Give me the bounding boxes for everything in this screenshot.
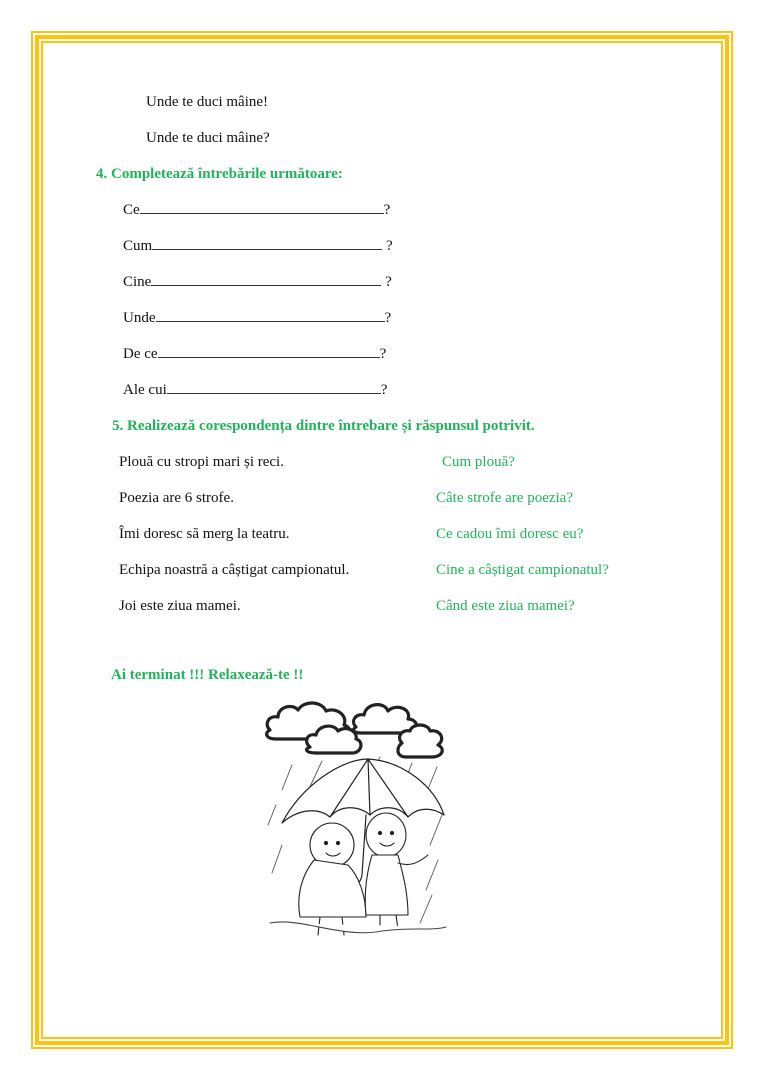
fill-word: De ce — [123, 346, 158, 362]
fill-line-unde: Unde ? — [123, 310, 392, 326]
question-item[interactable]: Când este ziua mamei? — [436, 598, 575, 614]
question-item[interactable]: Cine a câștigat campionatul? — [436, 562, 609, 578]
fill-line-cum: Cum ? — [123, 238, 393, 254]
girls-figure — [270, 813, 446, 935]
blank-line[interactable] — [152, 237, 382, 250]
example-exclamation: Unde te duci mâine! — [146, 94, 269, 110]
question-item[interactable]: Câte strofe are poezia? — [436, 490, 573, 506]
answer-item[interactable]: Plouă cu stropi mari și reci. — [119, 454, 284, 470]
example-question: Unde te duci mâine? — [146, 130, 270, 146]
question-item[interactable]: Ce cadou îmi doresc eu? — [436, 526, 584, 542]
answer-item[interactable]: Poezia are 6 strofe. — [119, 490, 234, 506]
blank-line[interactable] — [158, 345, 380, 358]
answer-item[interactable]: Joi este ziua mamei. — [119, 598, 241, 614]
fill-word: Ale cui — [123, 382, 167, 398]
question-item[interactable]: Cum plouă? — [442, 454, 515, 470]
exercise-4-title: 4. Completează întrebările următoare: — [96, 166, 343, 182]
cloud-icon — [267, 703, 443, 757]
closing-message: Ai terminat !!! Relaxează-te !! — [111, 667, 304, 683]
blank-line[interactable] — [151, 273, 381, 286]
rain-umbrella-illustration — [262, 695, 452, 945]
fill-word: Cum — [123, 238, 153, 254]
blank-line[interactable] — [167, 381, 381, 394]
blank-line[interactable] — [140, 201, 384, 214]
fill-line-cine: Cine ? — [123, 274, 392, 290]
fill-line-de-ce: De ce ? — [123, 346, 387, 362]
exercise-5-title: 5. Realizează corespondența dintre întrebare și răspunsul potrivit. — [112, 418, 535, 434]
fill-line-ale-cui: Ale cui ? — [123, 382, 388, 398]
fill-word: Ce — [123, 202, 140, 218]
fill-word: Unde — [123, 310, 156, 326]
blank-line[interactable] — [156, 309, 385, 322]
fill-word: Cine — [123, 274, 152, 290]
fill-line-ce: Ce ? — [123, 202, 391, 218]
answer-item[interactable]: Îmi doresc să merg la teatru. — [119, 526, 290, 542]
umbrella-icon — [282, 759, 444, 884]
answer-item[interactable]: Echipa noastră a câștigat campionatul. — [119, 562, 350, 578]
